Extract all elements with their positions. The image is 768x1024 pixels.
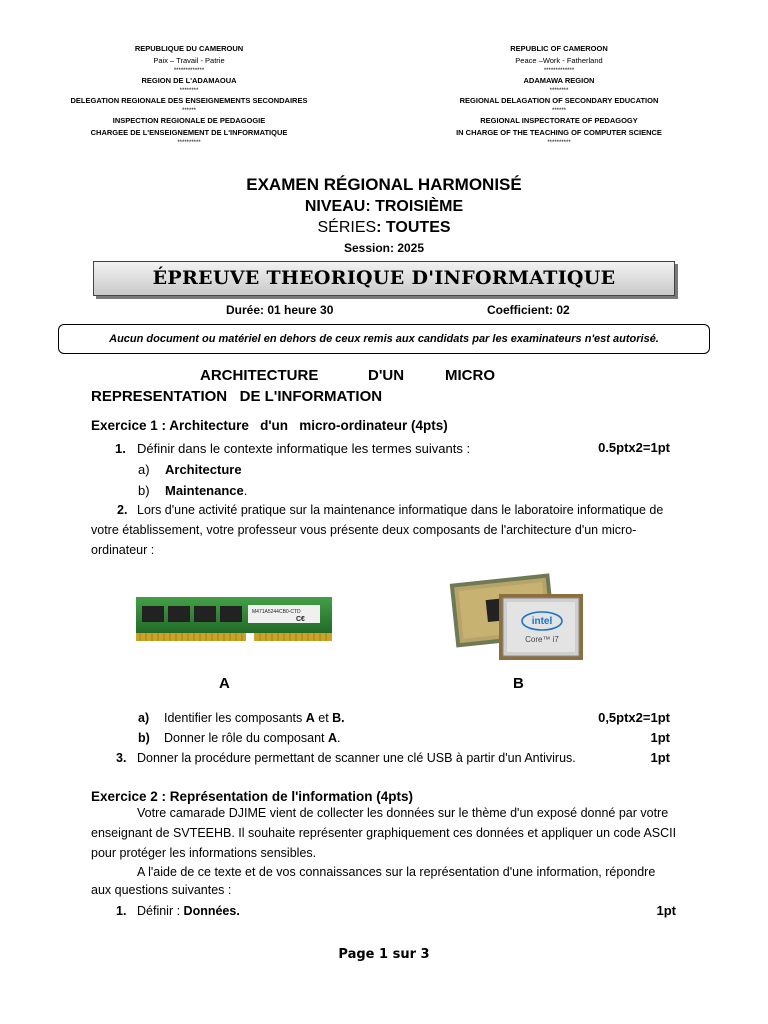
section-title-line2: REPRESENTATION DE L'INFORMATION (91, 388, 383, 405)
text-part: Donner le rôle du composant (164, 731, 328, 745)
section-title-word: D'UN (368, 367, 405, 384)
exam-duration: Durée: 01 heure 30 (226, 303, 334, 317)
inspection-name: REGIONAL INSPECTORATE OF PEDAGOGY (480, 116, 638, 125)
image-label-a: A (219, 675, 230, 692)
delegation-name: DELEGATION REGIONALE DES ENSEIGNEMENTS SECONDAIRES (70, 96, 308, 105)
question-text: Définir dans le contexte informatique les termes suivants : (137, 441, 471, 456)
separator: ************* (173, 68, 205, 74)
question-points: 1pt (656, 903, 676, 918)
cpu-image (447, 572, 587, 664)
component-b: B. (332, 711, 345, 725)
separator: ************* (543, 68, 575, 74)
component-a: A (327, 731, 338, 745)
series-value: : TOUTES (376, 219, 451, 236)
question-text-cont: votre établissement, votre professeur vous présente deux composants de l'architecture d'un micro- (91, 523, 637, 537)
paragraph-line: Votre camarade DJIME vient de collecter les données sur le thème d'un exposé donné par votre (137, 806, 669, 820)
subitem-letter: a) (138, 462, 150, 477)
cpu-brand-text: intel (531, 616, 553, 627)
epreuve-banner: ÉPREUVE THEORIQUE D'INFORMATIQUE (93, 261, 675, 296)
separator: ********** (547, 140, 571, 146)
motto: Paix – Travail - Patrie (153, 56, 225, 65)
question-points: 1pt (650, 730, 670, 745)
inspection-scope: IN CHARGE OF THE TEACHING OF COMPUTER SCIENCE (456, 128, 662, 137)
separator: ******** (549, 88, 569, 94)
inspection-name: INSPECTION REGIONALE DE PEDAGOGIE (112, 116, 266, 125)
component-a: A (305, 711, 315, 725)
ram-sticker-text: M471A5244CB0-CTD (252, 609, 301, 615)
paragraph-line: enseignant de SVTEEHB. Il souhaite représenter graphiquement ces données et appliquer un code ASCII (91, 826, 677, 840)
question-number: 1. (115, 441, 126, 456)
ram-module-icon (136, 597, 332, 645)
country-name: REPUBLIC OF CAMEROON (510, 44, 608, 53)
exam-level: NIVEAU: TROISIÈME (304, 198, 464, 215)
subitem-letter: b) (138, 731, 150, 745)
exam-coefficient: Coefficient: 02 (487, 303, 570, 317)
region-name: ADAMAWA REGION (523, 76, 595, 85)
cpu-model-text: Core™ i7 (525, 635, 559, 644)
term-maintenance-word: Maintenance (165, 483, 244, 498)
question-number: 2. (117, 503, 128, 517)
separator: ****** (181, 108, 196, 114)
question-number: 1. (116, 904, 127, 918)
paragraph-line: aux questions suivantes : (91, 883, 232, 897)
exercise-2-title: Exercice 2 : Représentation de l'information (4pts) (91, 789, 414, 804)
paragraph-line: pour protéger les informations sensibles. (91, 846, 317, 860)
exam-title: EXAMEN RÉGIONAL HARMONISÉ (246, 175, 522, 194)
inspection-scope: CHARGEE DE L'ENSEIGNEMENT DE L'INFORMATIQUE (90, 128, 288, 137)
separator: ********** (177, 140, 201, 146)
question-number: 3. (116, 751, 127, 765)
image-label-b: B (513, 675, 524, 692)
exam-series (0, 219, 768, 237)
punctuation: . (243, 483, 248, 498)
header-left (29, 43, 349, 147)
exam-session: Session: 2025 (343, 241, 425, 255)
text-part: Définir : (137, 904, 184, 918)
header-right (399, 43, 719, 147)
text-part: et (314, 711, 333, 725)
section-title-word: ARCHITECTURE (200, 367, 319, 384)
question-text (164, 728, 341, 749)
text-part: Identifier les composants (164, 711, 306, 725)
separator: ******** (179, 88, 199, 94)
question-points: 0,5ptx2=1pt (598, 710, 670, 725)
delegation-name: REGIONAL DELAGATION OF SECONDARY EDUCATION (459, 96, 659, 105)
question-text-cont: ordinateur : (91, 543, 155, 557)
series-label: SÉRIES (317, 219, 377, 236)
paragraph-line: A l'aide de ce texte et de vos connaissances sur la représentation d'une information, répondre (137, 865, 656, 879)
ram-module-image (136, 597, 332, 645)
question-points: 0.5ptx2=1pt (598, 440, 670, 455)
region-name: REGION DE L'ADAMAOUA (141, 76, 237, 85)
question-text (137, 901, 240, 922)
question-text: Donner la procédure permettant de scanner une clé USB à partir d'un Antivirus. (137, 751, 576, 765)
exercise-1-title: Exercice 1 : Architecture d'un micro-ordinateur (4pts) (91, 418, 448, 433)
cpu-icon (447, 572, 587, 664)
punctuation: . (337, 731, 341, 745)
motto: Peace –Work - Fatherland (515, 56, 603, 65)
section-title-word: MICRO (445, 367, 495, 384)
term-donnees: Données. (183, 904, 240, 918)
exam-notice: Aucun document ou matériel en dehors de ceux remis aux candidats par les examinateurs n'est autorisé. (58, 324, 710, 354)
question-text (164, 708, 345, 729)
term-architecture: Architecture (165, 462, 242, 477)
subitem-letter: a) (138, 711, 150, 725)
term-maintenance (165, 480, 247, 501)
separator: ****** (551, 108, 566, 114)
question-text: Lors d'une activité pratique sur la maintenance informatique dans le laboratoire informatique de (137, 503, 664, 517)
question-points: 1pt (650, 750, 670, 765)
country-name: REPUBLIQUE DU CAMEROUN (134, 44, 244, 53)
subitem-letter: b) (138, 483, 150, 498)
page-footer: Page 1 sur 3 (338, 947, 430, 962)
svg-text:C€: C€ (296, 616, 305, 623)
